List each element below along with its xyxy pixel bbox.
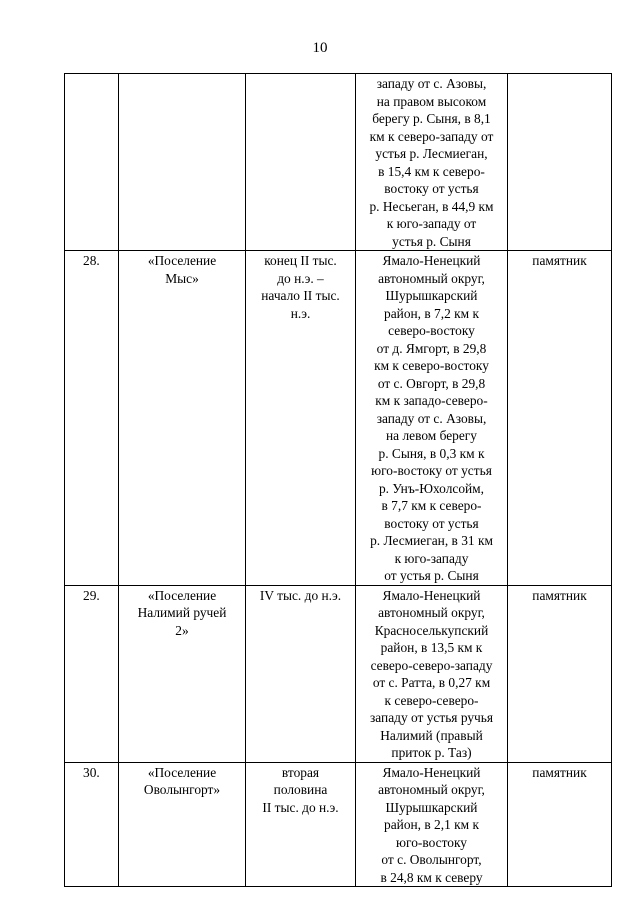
table-row [65,762,612,887]
cell-category: памятник [508,762,612,887]
cell-date: IV тыс. до н.э. [246,585,356,762]
cell-name [119,74,246,251]
cell-name: «Поселение Оволынгорт» [119,762,246,887]
table-row [65,74,612,251]
monuments-table [64,73,612,887]
cell-location: Ямало-Ненецкий автономный округ, Красноселькупский район, в 13,5 км к северо-северо-западу от с. Ратта, в 0,27 км к северо-северо- западу от устья ручья Налимий (правый приток р. Таз) [356,585,508,762]
cell-name: «Поселение Налимий ручей 2» [119,585,246,762]
page-number: 10 [312,40,328,56]
cell-location: Ямало-Ненецкий автономный округ, Шурышкарский район, в 7,2 км к северо-востоку от д. Ямгорт, в 29,8 км к северо-востоку от с. Овгорт, в 29,8 км к западо-северо- западу от с. Азовы, на левом берегу р. Сыня, в 0,3 км к юго-востоку от устья р. Унъ-Юхолсойм, в 7,7 км к северо- востоку от устья р. Лесмиеган, в 31 км к юго-западу от устья р. Сыня [356,251,508,586]
cell-category: памятник [508,585,612,762]
cell-name: «Поселение Мыс» [119,251,246,586]
cell-number: 28. [65,251,119,586]
cell-category [508,74,612,251]
cell-date: конец II тыс. до н.э. – начало II тыс. н.э. [246,251,356,586]
cell-number: 29. [65,585,119,762]
cell-category: памятник [508,251,612,586]
cell-date [246,74,356,251]
cell-number [65,74,119,251]
cell-location: западу от с. Азовы, на правом высоком берегу р. Сыня, в 8,1 км к северо-западу от устья р. Лесмиеган, в 15,4 км к северо- востоку от устья р. Несьеган, в 44,9 км к юго-западу от устья р. Сыня [356,74,508,251]
cell-number: 30. [65,762,119,887]
cell-location: Ямало-Ненецкий автономный округ, Шурышкарский район, в 2,1 км к юго-востоку от с. Оволынгорт, в 24,8 км к северу [356,762,508,887]
cell-date: вторая половина II тыс. до н.э. [246,762,356,887]
table-row [65,585,612,762]
table-row [65,251,612,586]
